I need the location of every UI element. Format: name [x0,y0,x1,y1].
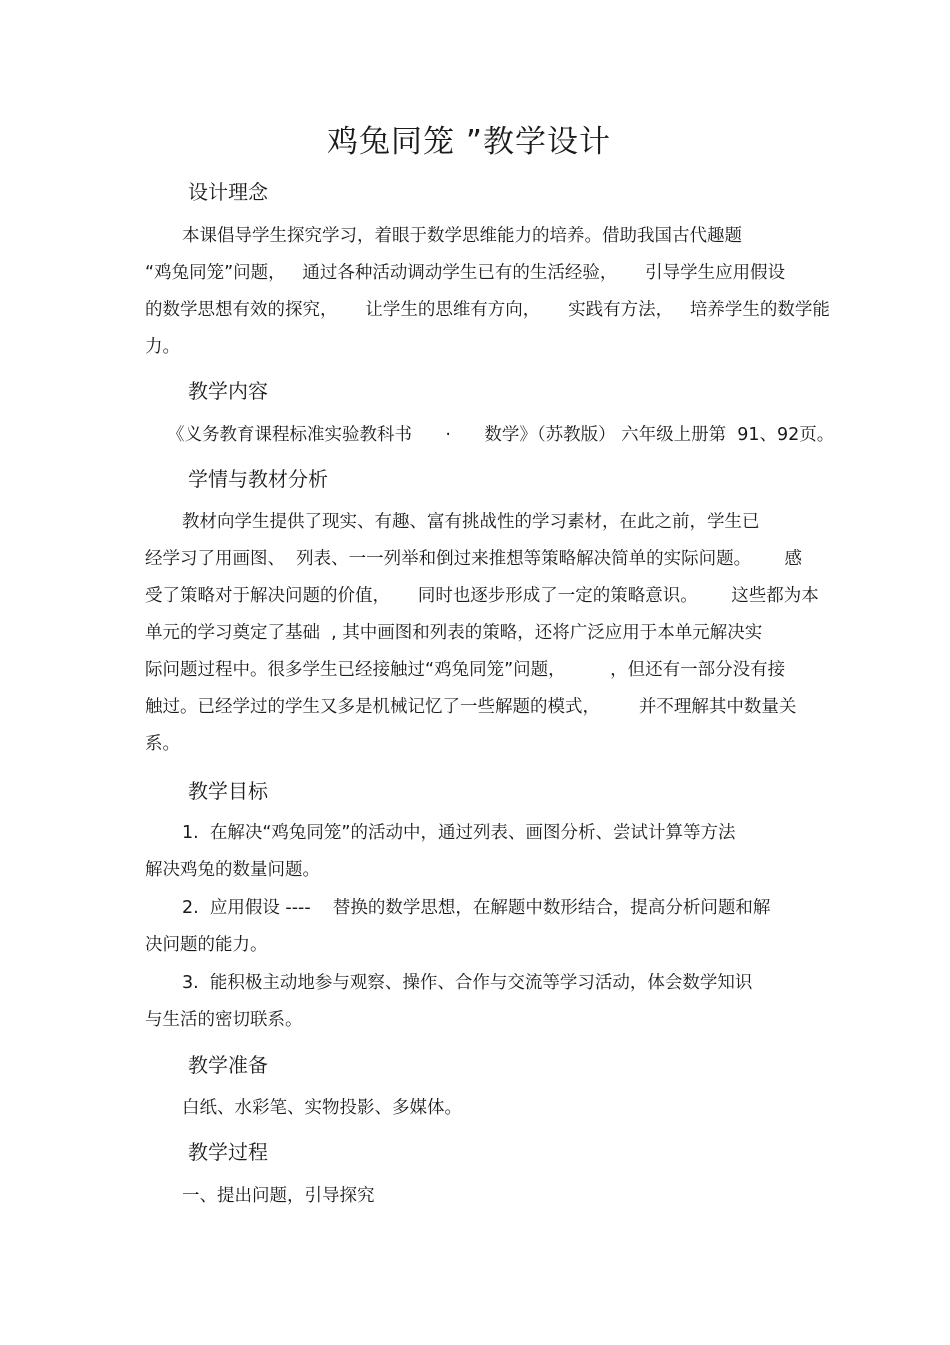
paragraph-line: “鸡兔同笼”问题， 通过各种活动调动学生已有的生活经验， 引导学生应用假设 [145,263,786,283]
section-heading-content: 教学内容 [188,379,268,403]
objective-line: 解决鸡兔的数量问题。 [145,860,320,880]
paragraph-line: 触过。已经学过的学生又多是机械记忆了一些解题的模式， 并不理解其中数量关 [145,697,797,717]
paragraph-line: 一、提出问题，引导探究 [182,1186,375,1206]
section-heading-preparation: 教学准备 [188,1053,268,1077]
paragraph-line: 际问题过程中。很多学生已经接触过“鸡兔同笼”问题， ，但还有一部分没有接 [145,660,786,680]
paragraph-line: 经学习了用画图、 列表、一一列举和倒过来推想等策略解决简单的实际问题。 感 [145,549,802,569]
paragraph-line: 教材向学生提供了现实、有趣、富有挑战性的学习素材，在此之前，学生已 [182,512,760,532]
section-heading-process: 教学过程 [188,1140,268,1164]
page-title: 鸡兔同笼 ”教学设计 [327,124,611,160]
objective-line: 3. 能积极主动地参与观察、操作、合作与交流等学习活动，体会数学知识 [182,973,753,993]
paragraph-line: 系。 [145,734,180,754]
paragraph-line: 的数学思想有效的探究， 让学生的思维有方向， 实践有方法， 培养学生的数学能 [145,300,830,320]
paragraph-line: 受了策略对于解决问题的价值， 同时也逐步形成了一定的策略意识。 这些都为本 [145,586,819,606]
section-heading-design-concept: 设计理念 [188,180,268,204]
paragraph-line: 力。 [145,337,180,357]
paragraph-line: 单元的学习奠定了基础 , 其中画图和列表的策略，还将广泛应用于本单元解决实 [145,623,763,643]
objective-line: 1. 在解决“鸡兔同笼”的活动中，通过列表、画图分析、尝试计算等方法 [182,823,736,843]
objective-line: 决问题的能力。 [145,935,268,955]
paragraph-line: 《义务教育课程标准实验教科书 · 数学》（苏教版） 六年级上册第 91、92页。 [167,425,835,445]
paragraph-line: 白纸、水彩笔、实物投影、多媒体。 [182,1098,462,1118]
objective-line: 与生活的密切联系。 [145,1010,303,1030]
section-heading-analysis: 学情与教材分析 [188,467,328,491]
section-heading-objectives: 教学目标 [188,779,268,803]
objective-line: 2. 应用假设 ---- 替换的数学思想，在解题中数形结合，提高分析问题和解 [182,898,771,918]
paragraph-line: 本课倡导学生探究学习，着眼于数学思维能力的培养。借助我国古代趣题 [182,226,742,246]
